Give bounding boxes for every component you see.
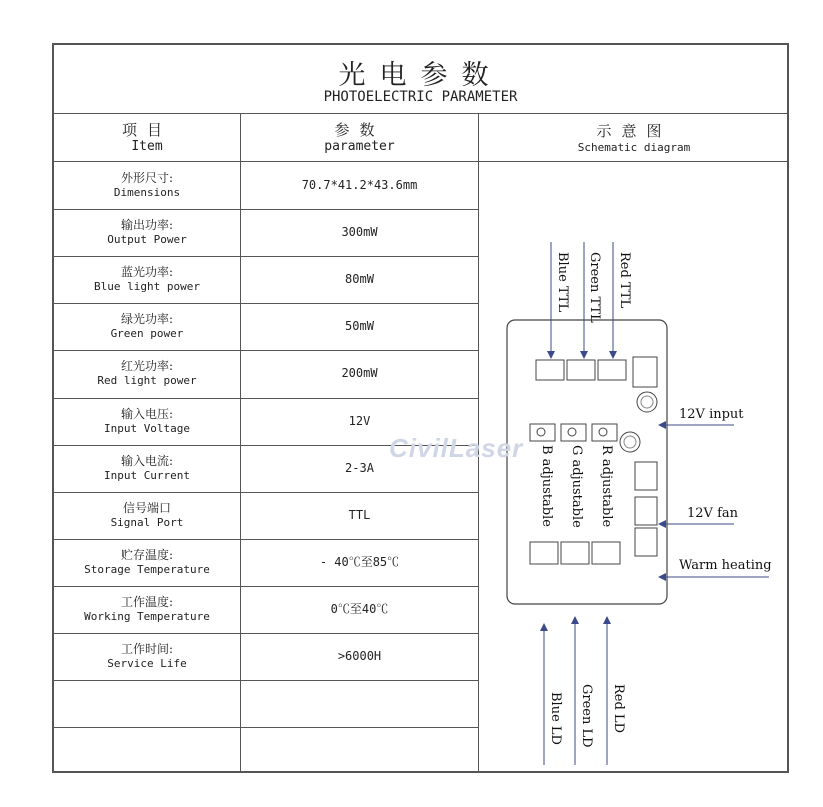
row-label-en: Storage Temperature — [84, 563, 210, 577]
row-value: 300mW — [341, 225, 378, 239]
header-item — [54, 115, 240, 161]
row-label-zh: 红光功率: — [120, 359, 174, 374]
connector-red-ttl — [598, 360, 626, 380]
row-value: 12V — [348, 414, 371, 428]
connector-blue-ttl — [536, 360, 564, 380]
label-blue-ld: Blue LD — [548, 692, 563, 745]
row-label — [54, 492, 240, 539]
connector-warm-heating-2 — [635, 528, 657, 556]
header-item-zh: 项目 — [121, 120, 172, 139]
row-label-zh: 蓝光功率: — [120, 265, 174, 280]
row-label-en: Dimensions — [113, 186, 181, 200]
label-blue-ttl: Blue TTL — [555, 252, 570, 313]
row-label-en: Red light power — [97, 374, 197, 388]
row-value: 0℃至40℃ — [330, 602, 389, 616]
row-label — [54, 303, 240, 350]
row-label-en: Signal Port — [110, 516, 184, 530]
pot-g — [561, 424, 586, 441]
row-divider — [54, 727, 479, 728]
row-label-zh: 输出功率: — [120, 218, 174, 233]
row-label — [54, 398, 240, 445]
row-label-en: Blue light power — [94, 280, 200, 294]
header-schematic-zh: 示意图 — [596, 121, 672, 140]
row-label-zh: 信号端口 — [122, 501, 171, 516]
connector-12v-input — [633, 357, 657, 387]
label-b-adjustable: B adjustable — [539, 445, 554, 527]
row-label-zh: 输入电流: — [120, 454, 174, 469]
row-label-zh: 外形尺寸: — [120, 171, 174, 186]
watermark: CivilLaser — [389, 433, 524, 463]
label-green-ld: Green LD — [579, 684, 594, 748]
row-label — [54, 209, 240, 256]
row-label — [54, 445, 240, 492]
connector-12v-fan — [635, 462, 657, 490]
pot-screw — [537, 428, 545, 436]
row-value: 50mW — [345, 319, 374, 333]
label-red-ttl: Red TTL — [617, 252, 632, 309]
row-label — [54, 256, 240, 303]
pot-screw — [599, 428, 607, 436]
mount-hole — [637, 392, 657, 412]
row-label-en: Output Power — [107, 233, 187, 247]
row-label-zh: 输入电压: — [120, 407, 174, 422]
connector-blue-ld — [530, 542, 558, 564]
label-warm-heating: Warm heating — [679, 558, 772, 573]
row-label-zh: 贮存温度: — [120, 548, 174, 563]
row-value: 80mW — [345, 272, 374, 286]
row-label-en: Input Current — [103, 469, 191, 483]
header-schematic — [479, 115, 789, 161]
row-value: 200mW — [341, 366, 378, 380]
connector-green-ld — [561, 542, 589, 564]
row-value: 2-3A — [345, 461, 374, 475]
row-label-en: Service Life — [107, 657, 187, 671]
title-english: PHOTOELECTRIC PARAMETER — [323, 89, 518, 105]
row-value: 70.7*41.2*43.6mm — [301, 178, 418, 192]
mount-hole-inner — [624, 436, 636, 448]
connector-green-ttl — [567, 360, 595, 380]
schematic-diagram — [479, 162, 789, 773]
pot-screw — [568, 428, 576, 436]
row-label — [54, 539, 240, 586]
row-value: >6000H — [337, 649, 382, 663]
label-12v-input: 12V input — [679, 407, 744, 422]
row-label-zh: 工作时间: — [120, 642, 174, 657]
parameter-sheet — [52, 43, 789, 773]
row-label-zh: 工作温度: — [120, 595, 174, 610]
row-label-en: Green power — [110, 327, 184, 341]
label-red-ld: Red LD — [611, 684, 626, 733]
label-green-ttl: Green TTL — [587, 252, 602, 323]
label-12v-fan: 12V fan — [687, 506, 738, 521]
row-label — [54, 350, 240, 397]
row-label-en: Working Temperature — [84, 610, 210, 624]
header-parameter — [241, 115, 478, 161]
row-label-en: Input Voltage — [103, 422, 191, 436]
row-label-zh: 绿光功率: — [120, 312, 174, 327]
connector-warm-heating — [635, 497, 657, 525]
label-r-adjustable: R adjustable — [599, 445, 614, 528]
header-item-en: Item — [131, 139, 163, 155]
header-parameter-zh: 参数 — [334, 120, 385, 139]
connector-red-ld — [592, 542, 620, 564]
mount-hole-inner — [641, 396, 653, 408]
title-chinese: 光电参数 — [338, 60, 503, 91]
divider — [54, 113, 787, 114]
pot-r — [592, 424, 617, 441]
pot-b — [530, 424, 555, 441]
row-label — [54, 162, 240, 209]
label-g-adjustable: G adjustable — [569, 445, 584, 528]
row-value: - 40℃至85℃ — [319, 555, 400, 569]
row-divider — [54, 680, 479, 681]
row-label — [54, 586, 240, 633]
row-label — [54, 633, 240, 680]
row-value: TTL — [348, 508, 371, 522]
mount-hole — [620, 432, 640, 452]
header-parameter-en: parameter — [324, 139, 395, 155]
header-schematic-en: Schematic diagram — [577, 140, 691, 154]
